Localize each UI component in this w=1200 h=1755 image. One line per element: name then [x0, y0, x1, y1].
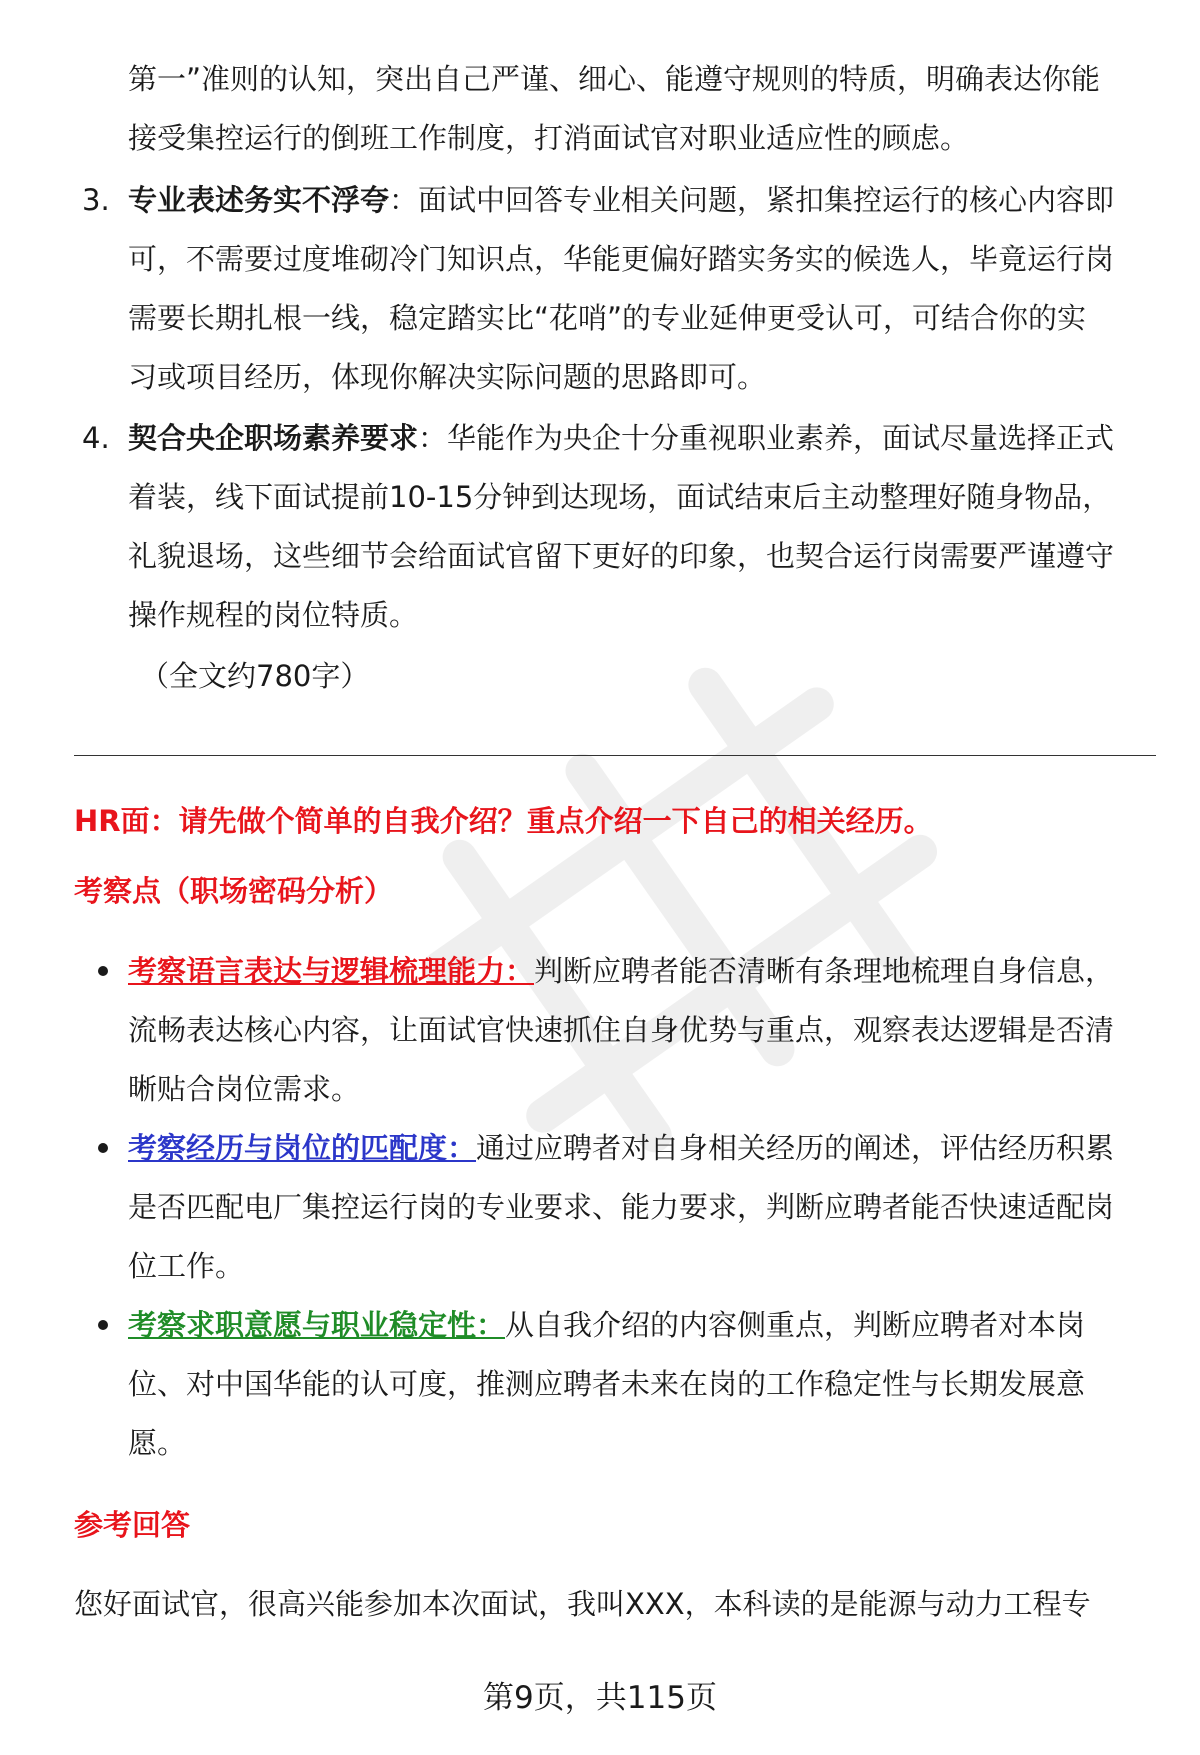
- bullet-icon: [98, 966, 108, 976]
- analysis-heading: 考察点（职场密码分析）: [74, 874, 394, 908]
- tip-text: ：华能作为央企十分重视职业素养，面试尽量选择正式: [418, 421, 1115, 455]
- point-keyword: 考察求职意愿与职业稳定性：: [128, 1308, 506, 1342]
- analysis-point: [128, 1119, 1138, 1296]
- answer-text: 您好面试官，很高兴能参加本次面试，我叫XXX，本科读的是能源与动力工程专: [74, 1587, 1091, 1621]
- text-line: 着装，线下面试提前10-15分钟到达现场，面试结束后主动整理好随身物品，: [128, 480, 1112, 514]
- tip-title: 契合央企职场素养要求: [128, 421, 419, 455]
- text-line: 可，不需要过度堆砌冷门知识点，华能更偏好踏实务实的候选人，毕竟运行岗: [128, 242, 1115, 276]
- text-line: [128, 1119, 1138, 1178]
- text-line: [128, 171, 1138, 230]
- point-text: 判断应聘者能否清晰有条理地梳理自身信息，: [534, 954, 1115, 988]
- bullet-icon: [98, 1320, 108, 1330]
- point-keyword: 考察语言表达与逻辑梳理能力：: [128, 954, 535, 988]
- text-line: 愿。: [128, 1426, 187, 1460]
- text-line: 礼貌退场，这些细节会给面试官留下更好的印象，也契合运行岗需要严谨遵守: [128, 539, 1115, 573]
- page-footer: 第9页，共115页: [483, 1680, 717, 1716]
- word-count: （全文约780字）: [140, 659, 370, 693]
- text-line: 需要长期扎根一线，稳定踏实比“花哨”的专业延伸更受认可，可结合你的实: [128, 301, 1087, 335]
- bullet-icon: [98, 1143, 108, 1153]
- text-line: [128, 942, 1138, 1001]
- text-line: 位、对中国华能的认可度，推测应聘者未来在岗的工作稳定性与长期发展意: [128, 1367, 1086, 1401]
- text-line: 晰贴合岗位需求。: [128, 1072, 361, 1106]
- text-line: [128, 1296, 1138, 1355]
- list-number: 3.: [82, 183, 110, 217]
- analysis-point: [128, 1296, 1138, 1473]
- point-text: 通过应聘者对自身相关经历的阐述，评估经历积累: [476, 1131, 1115, 1165]
- text-line: 流畅表达核心内容，让面试官快速抓住自身优势与重点，观察表达逻辑是否清: [128, 1013, 1115, 1047]
- tip-title: 专业表述务实不浮夸: [128, 183, 390, 217]
- point-text: 从自我介绍的内容侧重点，判断应聘者对本岗: [505, 1308, 1086, 1342]
- text-line: 位工作。: [128, 1249, 245, 1283]
- tip-text: ：面试中回答专业相关问题，紧扣集控运行的核心内容即: [389, 183, 1115, 217]
- list-number: 4.: [82, 421, 110, 455]
- text-line: 第一”准则的认知，突出自己严谨、细心、能遵守规则的特质，明确表达你能: [128, 62, 1101, 96]
- text-line: 是否匹配电厂集控运行岗的专业要求、能力要求，判断应聘者能否快速适配岗: [128, 1190, 1115, 1224]
- text-line: 操作规程的岗位特质。: [128, 598, 419, 632]
- text-line: 习或项目经历，体现你解决实际问题的思路即可。: [128, 360, 767, 394]
- analysis-point: [128, 942, 1138, 1119]
- tip-item: [128, 171, 1138, 407]
- question-heading: HR面：请先做个简单的自我介绍？重点介绍一下自己的相关经历。: [74, 804, 933, 838]
- intro-paragraph: [128, 50, 1138, 168]
- text-line: 接受集控运行的倒班工作制度，打消面试官对职业适应性的顾虑。: [128, 121, 970, 155]
- divider: [74, 755, 1156, 756]
- reference-heading: 参考回答: [74, 1508, 191, 1542]
- text-line: [128, 409, 1138, 468]
- point-keyword: 考察经历与岗位的匹配度：: [128, 1131, 477, 1165]
- tip-item: [128, 409, 1138, 645]
